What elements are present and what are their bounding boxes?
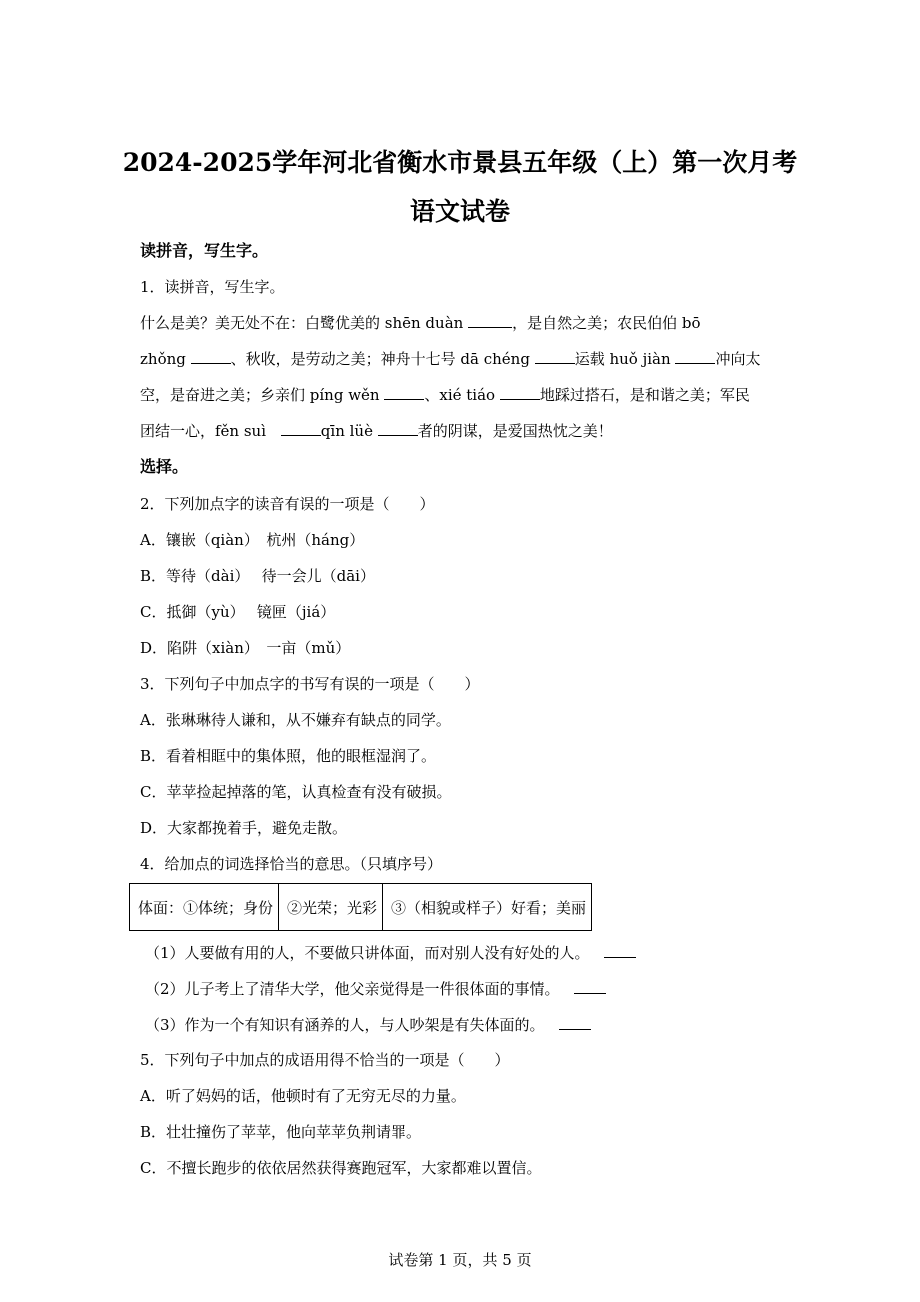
answer-blank[interactable] <box>604 943 636 958</box>
exam-title-line2: 语文试卷 <box>409 197 510 226</box>
definition-cell-2: ②光荣；光彩 <box>279 884 383 931</box>
question-1-line-2: zhǒng 、秋收，是劳动之美；神舟十七号 dā chéng 运载 huǒ jiàn 冲向太 <box>140 350 761 368</box>
answer-blank[interactable] <box>384 385 424 400</box>
question-1-stem: 1．读拼音，写生字。 <box>140 278 285 296</box>
answer-blank[interactable] <box>281 421 321 436</box>
definition-table <box>129 883 592 931</box>
question-4-sentence-3: （3）作为一个有知识有涵养的人，与人吵架是有失体面的。 <box>145 1015 591 1035</box>
definition-cell-3: ③（相貌或样子）好看；美丽 <box>383 884 592 931</box>
question-4-stem: 4．给加点的词选择恰当的意思。（只填序号） <box>140 855 443 873</box>
question-2-option-c[interactable]: C．抵御（yù） 镜匣（jiá） <box>140 603 336 621</box>
question-1-line-3: 空，是奋进之美；乡亲们 píng wěn 、xié tiáo 地踩过搭石，是和谐之美；军民 <box>140 386 750 404</box>
answer-blank[interactable] <box>378 421 418 436</box>
question-5-option-c[interactable]: C．不擅长跑步的依依居然获得赛跑冠军，大家都难以置信。 <box>140 1159 542 1177</box>
question-5-option-b[interactable]: B．壮壮撞伤了苹苹，他向苹苹负荆请罪。 <box>140 1123 422 1141</box>
answer-blank[interactable] <box>675 349 715 364</box>
question-4-sentence-2: （2）儿子考上了清华大学，他父亲觉得是一件很体面的事情。 <box>145 979 606 999</box>
section-heading-choice: 选择。 <box>140 457 189 476</box>
question-3-option-b[interactable]: B．看着相眶中的集体照，他的眼框湿润了。 <box>140 747 437 765</box>
question-1-line-1: 什么是美？美无处不在：白鹭优美的 shēn duàn ，是自然之美；农民伯伯 bō <box>140 314 701 332</box>
question-5-stem: 5．下列句子中加点的成语用得不恰当的一项是（ ） <box>140 1051 510 1069</box>
question-3-option-c[interactable]: C．苹苹捡起掉落的笔，认真检查有没有破损。 <box>140 783 452 801</box>
answer-blank[interactable] <box>559 1015 591 1030</box>
question-2-option-d[interactable]: D．陷阱（xiàn） 一亩（mǔ） <box>140 639 351 657</box>
question-2-option-b[interactable]: B．等待（dài） 待一会儿（dāi） <box>140 567 375 585</box>
section-heading-pinyin: 读拼音，写生字。 <box>140 241 269 260</box>
answer-blank[interactable] <box>574 979 606 994</box>
question-3-stem: 3．下列句子中加点字的书写有误的一项是（ ） <box>140 675 480 693</box>
answer-blank[interactable] <box>191 349 231 364</box>
exam-title-line1: 2024-2025学年河北省衡水市景县五年级（上）第一次月考 <box>122 148 798 177</box>
page-footer: 试卷第 1 页，共 5 页 <box>388 1251 532 1269</box>
definition-cell-1: 体面：①体统；身份 <box>130 884 279 931</box>
question-2-option-a[interactable]: A．镶嵌（qiàn） 杭州（háng） <box>140 531 365 549</box>
answer-blank[interactable] <box>468 313 512 328</box>
answer-blank[interactable] <box>500 385 540 400</box>
question-3-option-a[interactable]: A．张琳琳待人谦和，从不嫌弃有缺点的同学。 <box>140 711 451 729</box>
question-1-line-4: 团结一心，fěn suì qīn lüè 者的阴谋，是爱国热忱之美！ <box>140 422 613 440</box>
question-4-sentence-1: （1）人要做有用的人，不要做只讲体面，而对别人没有好处的人。 <box>145 943 636 963</box>
question-5-option-a[interactable]: A．听了妈妈的话，他顿时有了无穷无尽的力量。 <box>140 1087 466 1105</box>
question-2-stem: 2．下列加点字的读音有误的一项是（ ） <box>140 495 435 513</box>
question-3-option-d[interactable]: D．大家都挽着手，避免走散。 <box>140 819 348 837</box>
answer-blank[interactable] <box>535 349 575 364</box>
